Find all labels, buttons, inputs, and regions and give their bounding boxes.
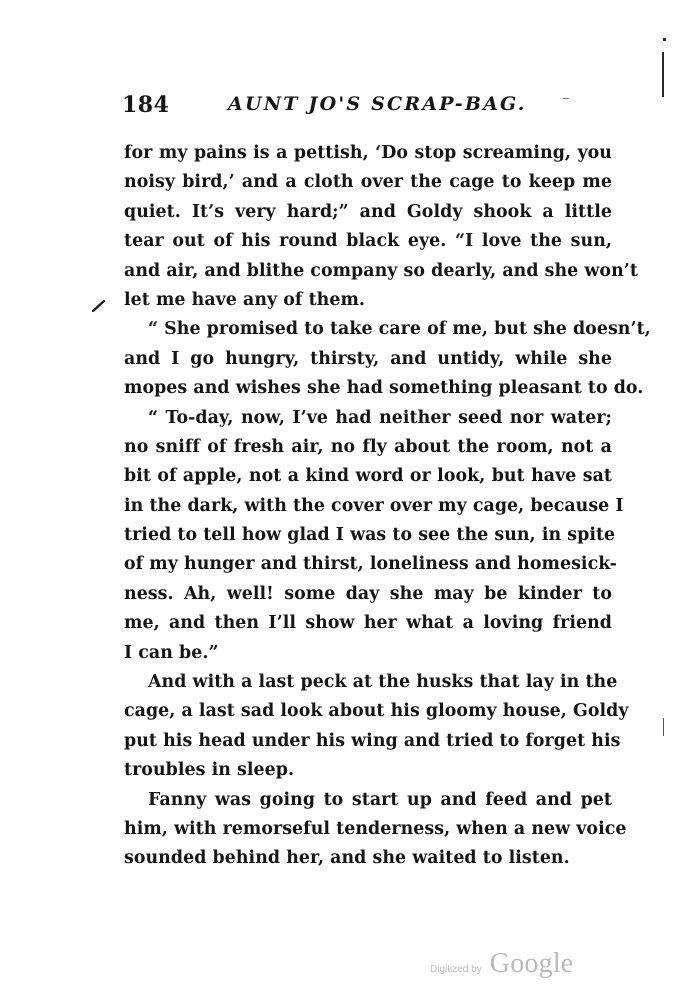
pencil-mark-icon bbox=[92, 298, 106, 312]
text-line: tried to tell how glad I was to see the sun, in spite bbox=[124, 525, 616, 546]
text-line: no sniff of fresh air, no fly about the room, not a bbox=[124, 436, 612, 457]
digitized-watermark bbox=[430, 948, 573, 980]
text-line: him, with remorseful tenderness, when a new voice bbox=[124, 818, 627, 839]
text-line: mopes and wishes she had something pleasant to do. bbox=[124, 378, 644, 399]
text-line: “ To-day, now, I’ve had neither seed nor water; bbox=[148, 407, 612, 428]
text-line: put his head under his wing and tried to forget his bbox=[124, 730, 621, 751]
text-line: in the dark, with the cover over my cage, because I bbox=[124, 495, 624, 516]
text-line: I can be.” bbox=[124, 642, 219, 663]
text-line: sounded behind her, and she waited to listen. bbox=[124, 848, 570, 869]
text-line: “ She promised to take care of me, but she doesn’t, bbox=[148, 319, 651, 340]
scan-speck bbox=[663, 38, 666, 41]
page-edge-mark bbox=[662, 52, 664, 97]
page-header bbox=[122, 92, 592, 122]
text-line: me, and then I’ll show her what a loving friend bbox=[124, 613, 612, 634]
google-logo: Google bbox=[489, 948, 574, 979]
text-line: cage, a last sad look about his gloomy house, Goldy bbox=[124, 701, 629, 722]
text-line: for my pains is a pettish, ‘Do stop screaming, you bbox=[124, 143, 612, 163]
watermark-caption: Digitized by bbox=[430, 964, 482, 975]
running-title: AUNT JO'S SCRAP-BAG. bbox=[228, 93, 527, 115]
text-line: And with a last peck at the husks that lay in the bbox=[148, 672, 618, 693]
text-line: of my hunger and thirst, loneliness and homesick- bbox=[124, 554, 617, 575]
scan-speck bbox=[563, 98, 569, 99]
text-line: and I go hungry, thirsty, and untidy, while she bbox=[124, 348, 612, 369]
text-line: let me have any of them. bbox=[124, 289, 366, 310]
text-line: Fanny was going to start up and feed and pet bbox=[148, 789, 612, 810]
body-text bbox=[124, 139, 651, 874]
page-number: 184 bbox=[122, 92, 170, 118]
text-line: ness. Ah, well! some day she may be kinder to bbox=[124, 583, 612, 604]
page-edge-mark bbox=[663, 718, 664, 736]
text-line: tear out of his round black eye. “I love the sun, bbox=[124, 231, 612, 252]
text-line: and air, and blithe company so dearly, and she won’t bbox=[124, 260, 638, 281]
text-line: bit of apple, not a kind word or look, but have sat bbox=[124, 466, 612, 487]
text-line: troubles in sleep. bbox=[124, 760, 295, 781]
text-line: quiet. It’s very hard;” and Goldy shook a little bbox=[124, 201, 612, 222]
text-line: noisy bird,’ and a cloth over the cage to keep me bbox=[124, 172, 612, 193]
